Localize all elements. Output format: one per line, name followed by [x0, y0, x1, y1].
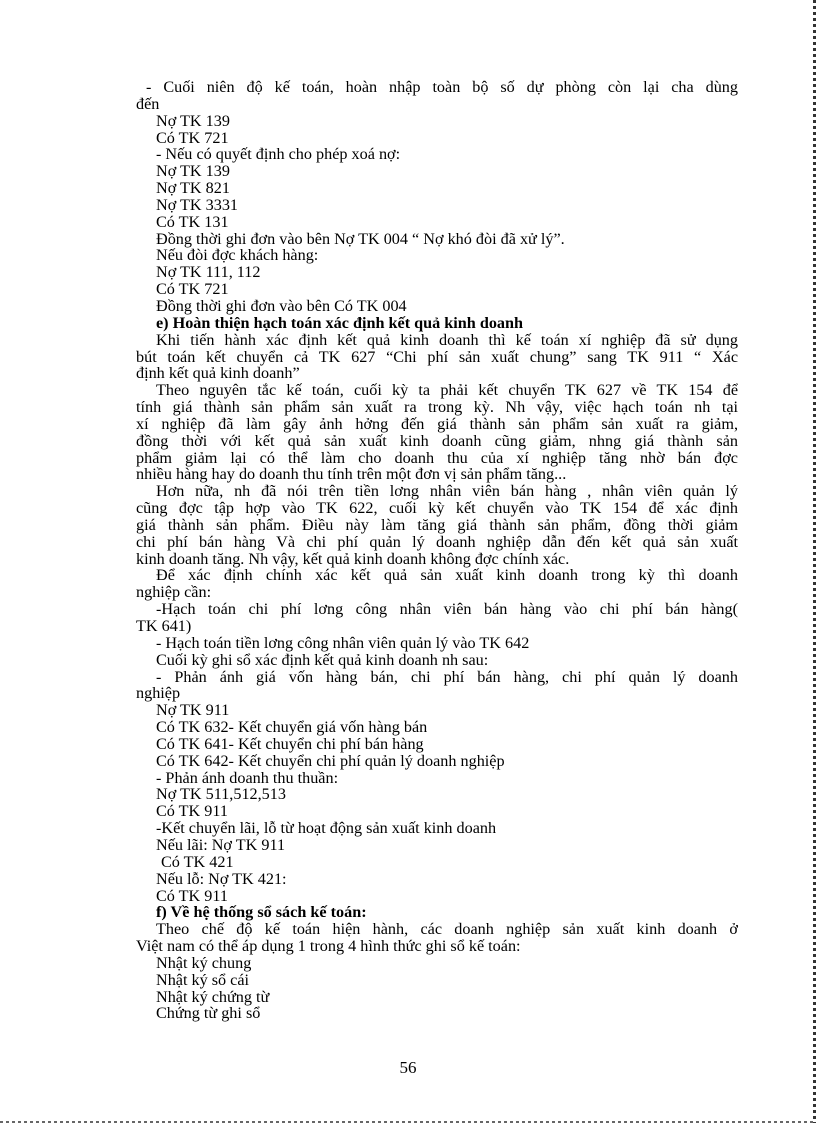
text-line: Nhật ký sổ cái [156, 970, 250, 989]
text-line: phẩm giảm lại có thể làm cho doanh thu của xí nghiệp tăng nhờ bán đợc [136, 448, 738, 467]
text-line: Nếu đòi đợc khách hàng: [156, 246, 319, 265]
text-line: Khi tiến hành xác định kết quả kinh doanh thì kế toán xí nghiệp đã sử dụng [156, 330, 738, 349]
text-line: Có TK 911 [156, 802, 228, 821]
body-text [136, 79, 738, 1022]
text-line: Chứng từ ghi sổ [156, 1004, 261, 1023]
text-line: nghiệp cần: [136, 583, 212, 602]
text-line: bút toán kết chuyển cả TK 627 “Chi phí sản xuất chung” sang TK 911 “ Xác [136, 347, 738, 366]
text-line: kinh doanh tăng. Nh vậy, kết quả kinh doanh không đợc chính xác. [136, 549, 570, 568]
text-line: chi phí bán hàng Và chi phí quản lý doanh nghiệp dẫn đến kết quả sản xuất [136, 532, 738, 551]
text-line: cũng đợc tập hợp vào TK 622, cuối kỳ kết chuyển vào TK 154 để xác định [136, 499, 738, 518]
text-line: Có TK 721 [156, 128, 229, 147]
text-line: Đồng thời ghi đơn vào bên Nợ TK 004 “ Nợ khó đòi đã xử lý”. [156, 229, 565, 248]
page-number: 56 [399, 1058, 417, 1077]
text-line: Nợ TK 139 [156, 111, 230, 130]
text-line: - Hạch toán tiền lơng công nhân viên quản lý vào TK 642 [156, 633, 530, 652]
text-line: - Nếu có quyết định cho phép xoá nợ: [156, 145, 401, 164]
section-heading: f) Về hệ thống sổ sách kế toán: [156, 903, 367, 922]
text-line: đồng thời với kết quả sản xuất kinh doanh cũng giảm, nhng giá thành sản [136, 431, 738, 450]
text-line: Theo nguyên tắc kế toán, cuối kỳ ta phải kết chuyển TK 627 về TK 154 để [156, 381, 738, 400]
text-line: tính giá thành sản phẩm sản xuất ra trong kỳ. Nh vậy, việc hạch toán nh tại [136, 398, 738, 417]
text-line: Có TK 632- Kết chuyển giá vốn hàng bán [156, 718, 428, 737]
section-heading: e) Hoàn thiện hạch toán xác định kết quả kinh doanh [156, 313, 524, 332]
text-line: Có TK 131 [156, 212, 229, 231]
text-line: Nợ TK 111, 112 [156, 263, 261, 282]
text-line: Để xác định chính xác kết quả sản xuất kinh doanh trong kỳ thì doanh [156, 566, 738, 585]
text-line: nghiệp [136, 684, 181, 703]
text-line: -Kết chuyển lãi, lỗ từ hoạt động sản xuất kinh doanh [156, 819, 497, 838]
text-line: - Phản ánh doanh thu thuần: [156, 768, 339, 787]
text-line: - Cuối niên độ kế toán, hoàn nhập toàn bộ số dự phòng còn lại cha dùng [146, 78, 738, 96]
text-line: Nợ TK 139 [156, 162, 230, 181]
text-line: Nợ TK 511,512,513 [156, 785, 286, 804]
text-line: - Phản ánh giá vốn hàng bán, chi phí bán hàng, chi phí quản lý doanh [156, 667, 738, 686]
text-line: giá thành sản phẩm. Điều này làm tăng giá thành sản phẩm, đồng thời giảm [136, 515, 738, 534]
text-line: Nợ TK 821 [156, 179, 230, 198]
text-line: Có TK 641- Kết chuyển chi phí bán hàng [156, 734, 424, 753]
text-line: Nhật ký chứng từ [156, 987, 270, 1006]
text-line: Nếu lỗ: Nợ TK 421: [156, 869, 287, 888]
text-line: Nợ TK 3331 [156, 195, 239, 214]
text-line: xí nghiệp đã làm gây ảnh hởng đến giá thành sản phẩm sản xuất ra giảm, [136, 414, 738, 433]
text-line: Nhật ký chung [156, 953, 252, 972]
text-line: nhiều hàng hay do doanh thu tính trên một đơn vị sản phẩm tăng... [136, 465, 567, 484]
text-line: TK 641) [136, 617, 192, 635]
text-line: Việt nam có thể áp dụng 1 trong 4 hình thức ghi sổ kế toán: [136, 937, 521, 956]
text-line: định kết quả kinh doanh” [136, 364, 300, 383]
text-line: Có TK 721 [156, 280, 229, 299]
text-line: đến [136, 94, 160, 113]
text-line: Có TK 421 [161, 852, 234, 871]
text-line: Đồng thời ghi đơn vào bên Có TK 004 [156, 296, 407, 315]
text-line: Có TK 911 [156, 886, 228, 905]
text-line: -Hạch toán chi phí lơng công nhân viên bán hàng vào chi phí bán hàng( [156, 600, 738, 619]
text-line: Nếu lãi: Nợ TK 911 [156, 835, 286, 854]
text-line: Có TK 642- Kết chuyển chi phí quản lý doanh nghiệp [156, 751, 505, 770]
text-line: Nợ TK 911 [156, 701, 230, 720]
text-line: Hơn nữa, nh đã nói trên tiền lơng nhân viên bán hàng , nhân viên quản lý [156, 482, 738, 501]
text-line: Theo chế độ kế toán hiện hành, các doanh nghiệp sản xuất kinh doanh ở [156, 920, 738, 939]
text-line: Cuối kỳ ghi sổ xác định kết quả kinh doanh nh sau: [156, 650, 489, 669]
